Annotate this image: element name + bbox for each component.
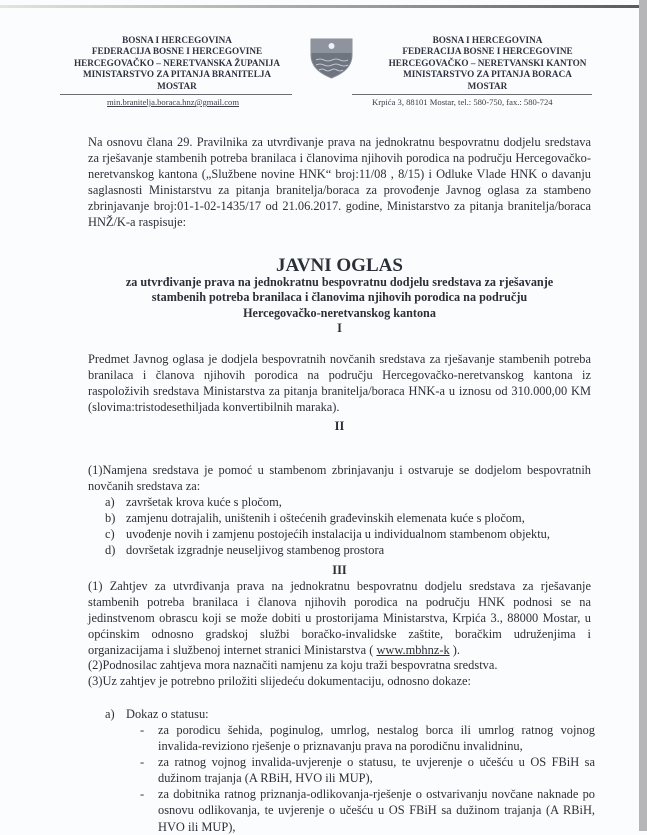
letterhead-line: MINISTARSTVO ZA PITANJA BORACA — [403, 69, 572, 80]
paragraph-text: ). — [449, 643, 460, 658]
document-title: JAVNI OGLAS — [276, 255, 403, 276]
list-text: uvođenje novih i zamjenu postojećih instalacija u individualnom stambenom objektu, — [126, 527, 550, 541]
section-3-paragraph-1 — [88, 578, 591, 658]
letterhead-line: FEDERACIJA BOSNE I HERCEGOVINE — [91, 46, 263, 57]
letterhead-line: MOSTAR — [467, 80, 508, 91]
list-item — [140, 754, 595, 786]
list-item — [105, 542, 595, 558]
dash-marker: - — [140, 787, 145, 802]
section-numeral: II — [334, 419, 345, 433]
section-3-paragraph-3: (3)Uz zahtjev je potrebno priložiti slijedeću dokumentaciju, odnosno dokaze: — [88, 674, 471, 688]
list-marker: a) — [105, 707, 115, 721]
ministry-website-link[interactable]: www.mbhnz-k — [376, 643, 450, 658]
paragraph-text: (1) Zahtjev za utvrđivanja prava na jednokratnu bespovratnu dodjelu sredstava za rješavanje stambenih potreba branilaca i članova njihovih porodica na području HNK podnosi se na jedinstvenom obrascu koji se može dobiti u prostorijama Ministarstva, Krpića 3., 88000 Mostar, u općinskim odnosno gradskoj službi boračko-invalidske zaštite, boračkim udruženjima i organizacijama i službenoj internet stranici Ministarstva ( — [88, 579, 591, 658]
dash-marker: - — [140, 755, 145, 770]
list-text: Dokaz o statusu: — [126, 707, 209, 721]
section-3-paragraph-2: (2)Podnosilac zahtjeva mora naznačiti namjenu za koju traži bespovratna sredstva. — [88, 658, 498, 672]
list-item — [105, 510, 595, 526]
letterhead-right — [360, 35, 615, 92]
scan-top-edge — [0, 5, 640, 8]
list-text: za porodicu šehida, poginulog, umrlog, nestalog borca ili umrlog ratnog vojnog invalida-reviziono rješenje o priznavanju prava na porodičnu invalidninu, — [158, 723, 595, 754]
status-proof-list — [140, 722, 595, 835]
list-item — [105, 494, 595, 510]
list-item — [140, 786, 595, 834]
subtitle-line: Hercegovačko-neretvanskog kantona — [243, 305, 436, 320]
subtitle-line: stambenih potreba branilaca i članovima njihovih porodica na području — [151, 290, 528, 305]
letterhead-line: HERCEGOVAČKO – NERETVANSKA ŽUPANIJA — [74, 57, 280, 68]
letterhead-line: FEDERACIJA BOSNE I HERCEGOVINE — [402, 46, 573, 57]
list-item — [140, 722, 595, 754]
section-2-paragraph: (1)Namjena sredstava je pomoć u stambenom zbrinjavanju i ostvaruje se dodjelom bespovratnih novčanih sredstava za: — [88, 463, 591, 494]
letterhead-line: HERCEGOVAČKO – NERETVANSKI KANTON — [388, 57, 587, 68]
list-text: završetak krova kuće s pločom, — [126, 495, 282, 509]
list-text: zamjenu dotrajalih, uništenih i oštećenih građevinskih elemenata kuće s pločom, — [126, 511, 525, 525]
letterhead-line: MINISTARSTVO ZA PITANJA BRANITELJA — [82, 69, 272, 80]
list-item — [105, 526, 595, 542]
letterhead-left — [62, 35, 292, 92]
email-link[interactable]: min.branitelja.boraca.hnz@gmail.com — [107, 97, 239, 107]
letterhead-line: BOSNA I HERCEGOVINA — [432, 35, 543, 45]
evidence-list — [105, 706, 595, 722]
dash-marker: - — [140, 723, 145, 737]
scan-right-edge — [639, 0, 647, 831]
divider — [352, 94, 592, 95]
document-subtitle — [88, 275, 591, 321]
section-numeral: III — [332, 563, 347, 577]
section-numeral: I — [337, 321, 342, 335]
letterhead-line: MOSTAR — [157, 80, 197, 91]
letterhead-line: BOSNA I HERCEGOVINA — [122, 35, 232, 45]
list-marker: a) — [105, 495, 115, 509]
list-marker: b) — [105, 511, 116, 525]
list-text: za ratnog vojnog invalida-uvjerenje o statusu, te uvjerenje o učešću u OS FBiH sa dužinom trajanja (A RBiH, HVO ili MUP), — [158, 755, 595, 786]
address-text: Krpića 3, 88101 Mostar, tel.: 580-750, fax.: 580-724 — [372, 97, 553, 107]
purpose-list — [105, 494, 595, 558]
list-marker: d) — [105, 543, 116, 557]
list-text: dovršetak izgradnje neuseljivog stambenog prostora — [126, 543, 385, 557]
intro-paragraph: Na osnovu člana 29. Pravilnika za utvrđivanje prava na jednokratnu bespovratnu dodjelu sredstava za rješavanje stambenih potreba branilaca i članovima njihovih porodica na području Hercegovačko-neretvanskog kantona („Službene novine HNK“ broj:11/08 , 8/15) i Odluke Vlade HNK o davanju saglasnosti Ministarstvu za pitanja branitelja/boraca za provođenje Javnog oglasa za stambeno zbrinjavanje broj:01-1-02-1435/17 od 21.06.2017. godine, Ministarstvo za pitanja branitelja/boraca HNŽ/K-a raspisuje: — [88, 135, 591, 230]
list-item — [105, 706, 595, 722]
list-marker: c) — [105, 527, 115, 541]
section-1-paragraph: Predmet Javnog oglasa je dodjela bespovratnih novčanih sredstava za rješavanje stambenih potreba branilaca i članova njihovih porodica na području Hercegovačko-neretvanskog kantona iz raspoloživih sredstava Ministarstva za pitanja branitelja/boraca HNK-a u iznosu od 310.000,00 KM (slovima:tristodesethiljada konvertibilnih maraka). — [88, 352, 591, 415]
list-text: za dobitnika ratnog priznanja-odlikovanja-rješenje o ostvarivanju novčane naknade po osnovu odlikovanja, te uvjerenje o učešću u OS FBiH sa dužinom trajanja (A RBiH, HVO ili MUP), — [158, 787, 595, 834]
coat-of-arms-icon — [309, 37, 354, 79]
divider — [60, 94, 292, 95]
subtitle-line: za utvrđivanje prava na jednokratnu bespovratnu dodjelu sredstava za rješavanje — [125, 275, 554, 289]
